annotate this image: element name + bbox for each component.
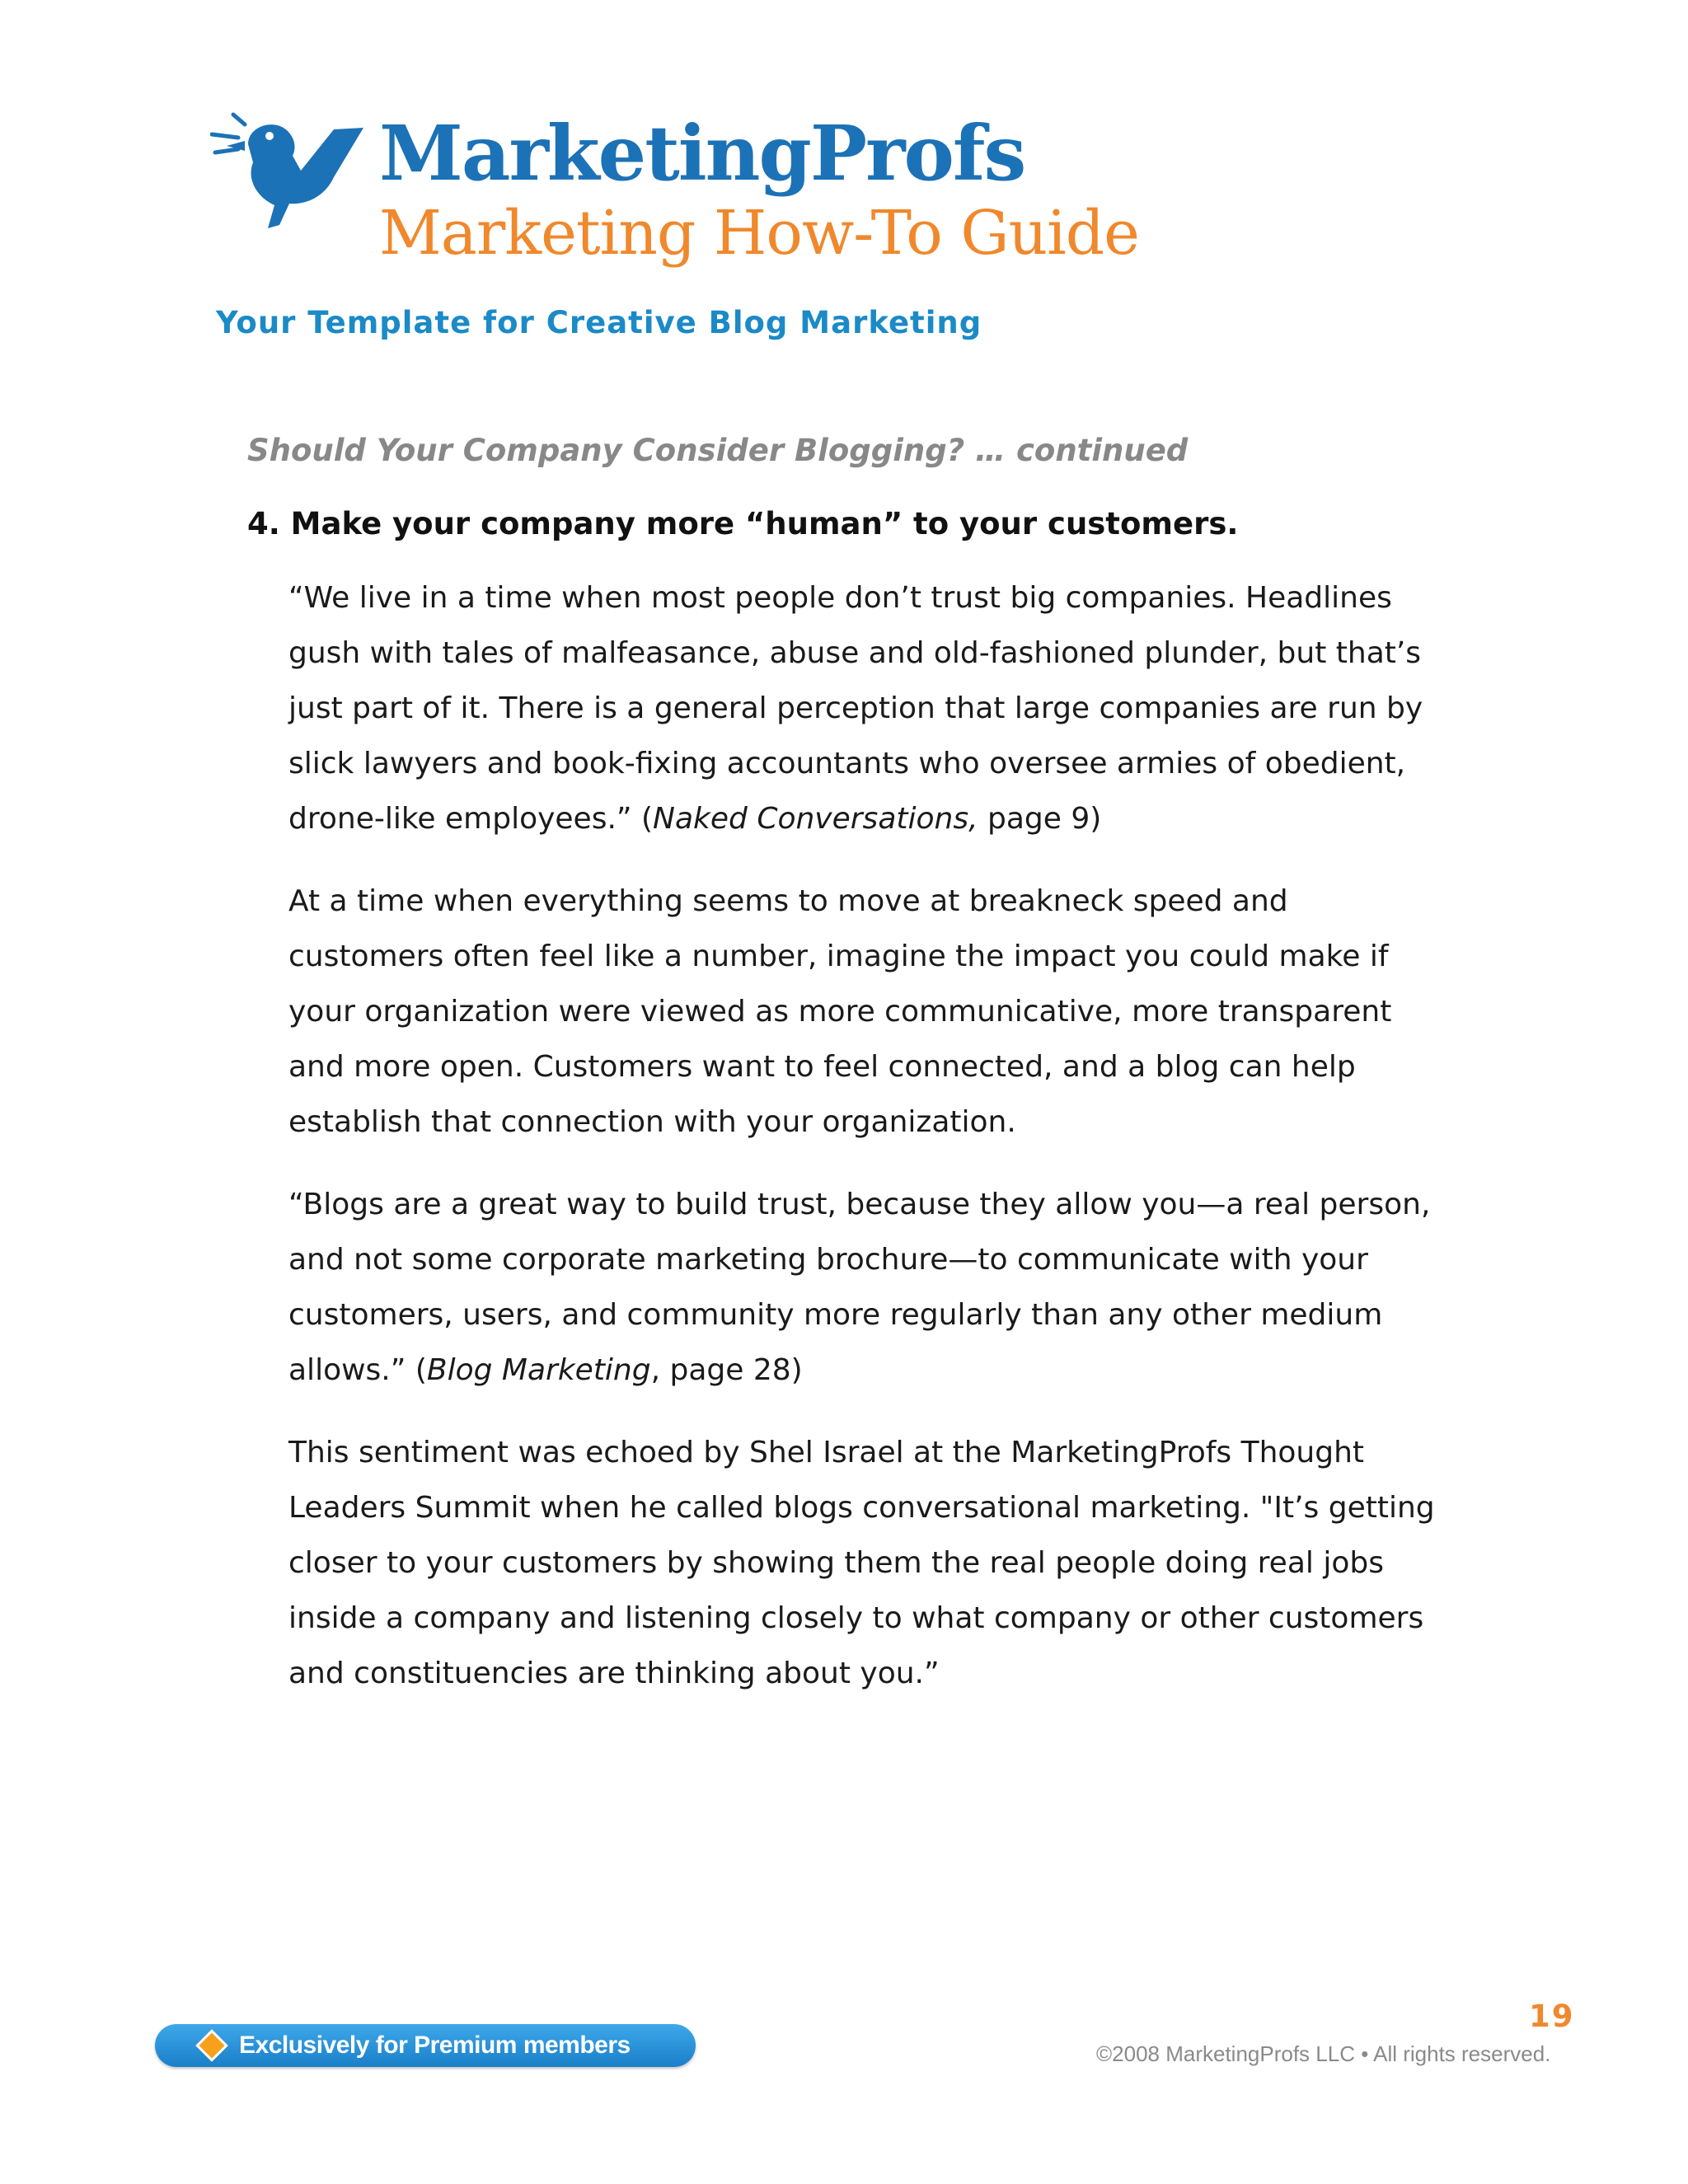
premium-label: Exclusively for Premium members bbox=[239, 2032, 631, 2059]
body-text bbox=[288, 570, 1442, 1728]
paragraph-citation: page 9) bbox=[978, 802, 1102, 836]
paragraph bbox=[288, 1425, 1442, 1701]
bird-logo-icon bbox=[210, 103, 375, 235]
brand-name: MarketingProfs bbox=[379, 109, 1025, 198]
section-continued-heading: Should Your Company Consider Blogging? … continued bbox=[247, 433, 1189, 468]
paragraph-text: “We live in a time when most people don’t trust big companies. Headlines gush with tales of malfeasance, abuse and old-fashioned plunder, but that’s just part of it. There is a general perception that large companies are run by slick lawyers and book-fixing accountants who oversee armies of obedient, drone-like employees.” ( bbox=[288, 581, 1423, 836]
paragraph bbox=[288, 570, 1442, 846]
page-number: 19 bbox=[1529, 1999, 1575, 2034]
premium-members-badge bbox=[155, 2024, 696, 2067]
book-title: Naked Conversations, bbox=[653, 802, 978, 836]
paragraph-text: “Blogs are a great way to build trust, because they allow you—a real person, and not some corporate marketing brochure—to communicate with your customers, users, and community more regularly than any other medium allows.” ( bbox=[288, 1188, 1431, 1387]
guide-title: Marketing How-To Guide bbox=[379, 198, 1139, 269]
paragraph bbox=[288, 1177, 1442, 1398]
point-heading: 4. Make your company more “human” to your customers. bbox=[247, 506, 1239, 541]
document-subtitle: Your Template for Creative Blog Marketing bbox=[216, 305, 982, 340]
diamond-icon bbox=[195, 2029, 228, 2062]
book-title: Blog Marketing bbox=[426, 1353, 651, 1387]
paragraph-text: At a time when everything seems to move at breakneck speed and customers often feel like a number, imagine the impact you could make if your organization were viewed as more communicative, more transparent and more open. Customers want to feel connected, and a blog can help establish that connection with your organization. bbox=[288, 884, 1392, 1139]
paragraph-citation: , page 28) bbox=[650, 1353, 803, 1387]
paragraph bbox=[288, 874, 1442, 1150]
paragraph-text: This sentiment was echoed by Shel Israel at the MarketingProfs Thought Leaders Summit when he called blogs conversational marketing. "It’s getting closer to your customers by showing them the real people doing real jobs inside a company and listening closely to what company or other customers and constituencies are thinking about you.” bbox=[288, 1436, 1435, 1690]
logo-header bbox=[210, 99, 1139, 280]
copyright-notice: ©2008 MarketingProfs LLC • All rights reserved. bbox=[1096, 2041, 1551, 2066]
